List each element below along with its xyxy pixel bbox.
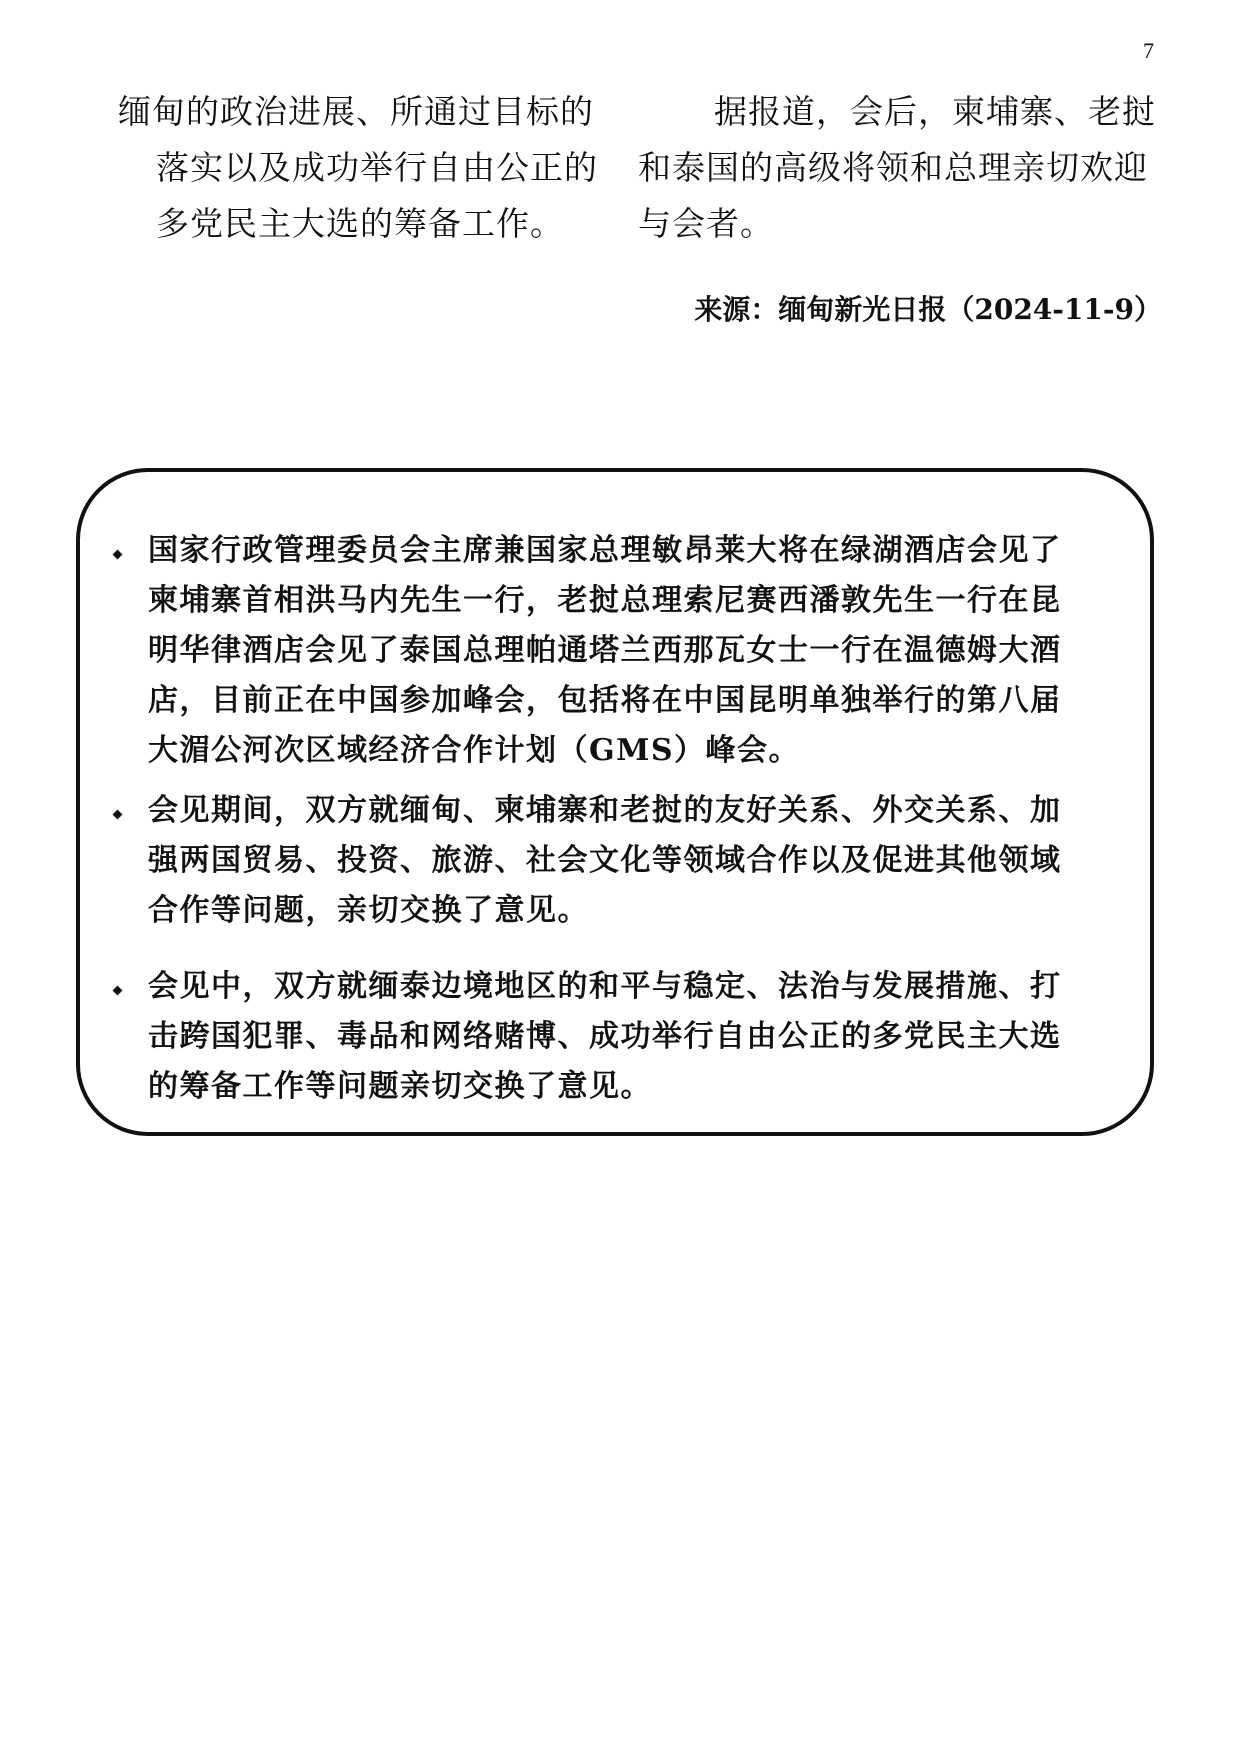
left-column — [118, 84, 598, 252]
bullet-line: 国家行政管理委员会主席兼国家总理敏昂莱大将在绿湖酒店会见了 — [148, 533, 1062, 568]
summary-bullet-list — [108, 526, 1138, 1112]
bullet-line: 强两国贸易、投资、旅游、社会文化等领域合作以及促进其他领域 — [148, 843, 1062, 878]
bullet-line: 的筹备工作等问题亲切交换了意见。 — [148, 1069, 652, 1104]
bullet-line: 店，目前正在中国参加峰会，包括将在中国昆明单独举行的第八届 — [148, 683, 1062, 718]
bullet-line: 大湄公河次区域经济合作计划（GMS）峰会。 — [148, 733, 800, 768]
source-citation: 来源：缅甸新光日报（2024-11-9） — [694, 293, 1162, 326]
bullet-line: 合作等问题，亲切交换了意见。 — [148, 893, 589, 928]
diamond-bullet-icon — [113, 986, 123, 996]
diamond-bullet-icon — [113, 810, 123, 820]
page-number: 7 — [1143, 38, 1154, 63]
left-column-line: 多党民主大选的筹备工作。 — [156, 204, 564, 243]
bullet-line: 明华律酒店会见了泰国总理帕通塔兰西那瓦女士一行在温德姆大酒 — [148, 633, 1062, 668]
right-column-line: 与会者。 — [638, 204, 774, 243]
summary-bullet-item — [108, 786, 1138, 936]
right-column-line: 和泰国的高级将领和总理亲切欢迎 — [638, 148, 1148, 187]
right-column — [638, 84, 1156, 252]
bullet-line: 会见中，双方就缅泰边境地区的和平与稳定、法治与发展措施、打 — [148, 969, 1062, 1004]
summary-bullet-item — [108, 526, 1138, 776]
bullet-line: 柬埔寨首相洪马内先生一行，老挝总理索尼赛西潘敦先生一行在昆 — [148, 583, 1062, 618]
left-column-line: 缅甸的政治进展、所通过目标的 — [118, 92, 594, 131]
right-column-line: 据报道，会后，柬埔寨、老挝 — [714, 92, 1156, 131]
left-column-line: 落实以及成功举行自由公正的 — [156, 148, 598, 187]
diamond-bullet-icon — [113, 550, 123, 560]
bullet-line: 击跨国犯罪、毒品和网络赌博、成功举行自由公正的多党民主大选 — [148, 1019, 1062, 1054]
summary-bullet-item — [108, 962, 1138, 1112]
article-columns — [118, 84, 1162, 254]
bullet-line: 会见期间，双方就缅甸、柬埔寨和老挝的友好关系、外交关系、加 — [148, 793, 1062, 828]
